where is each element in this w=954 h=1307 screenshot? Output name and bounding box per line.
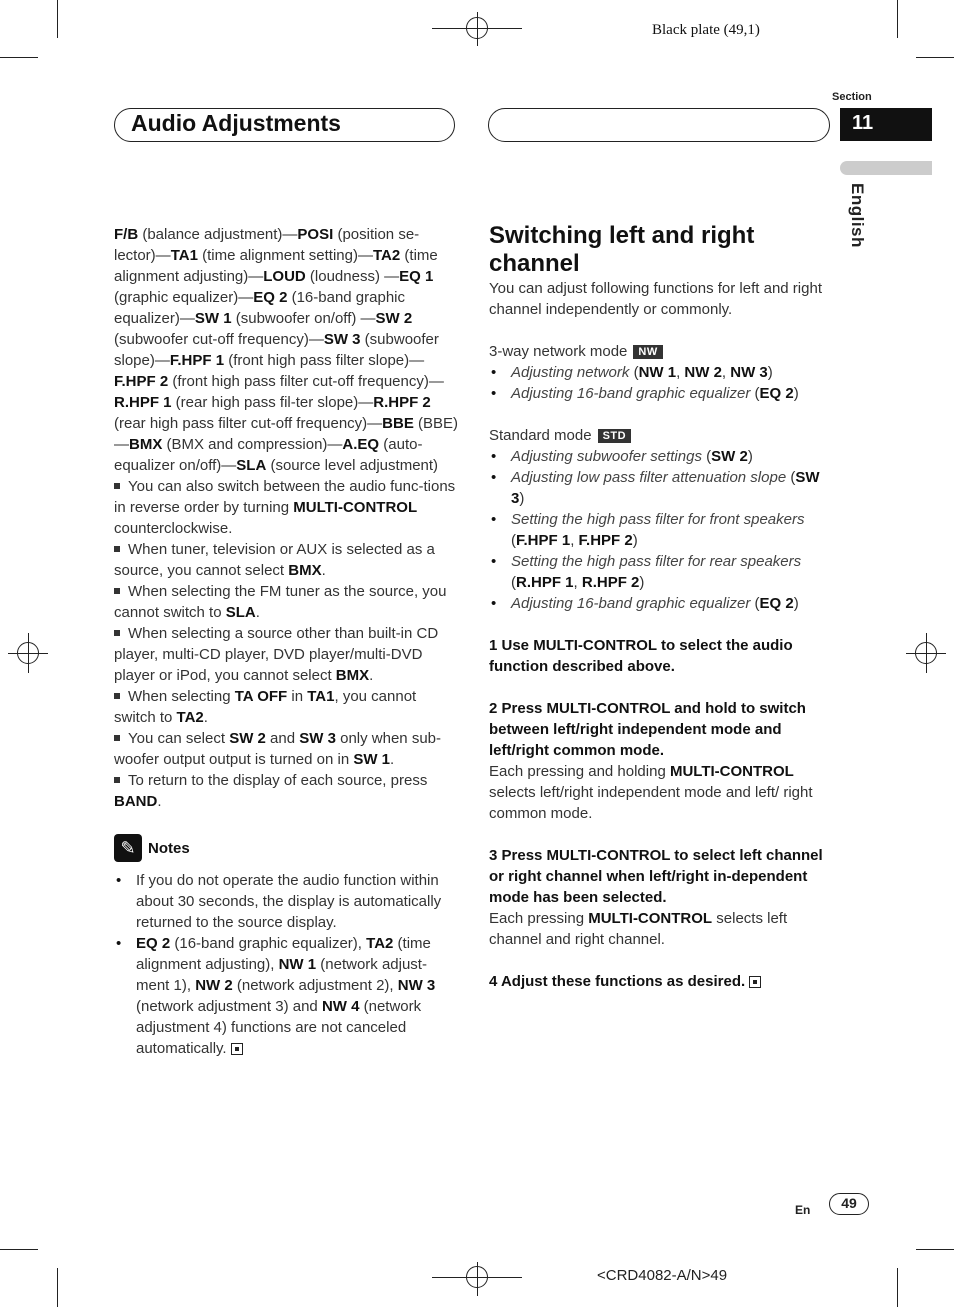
step-title: 1 Use MULTI-CONTROL to select the audio function described above. — [489, 637, 793, 675]
section-number: 11 — [840, 108, 932, 141]
step-body: Each pressing MULTI-CONTROL selects left channel and right channel. — [489, 910, 788, 948]
tip-item: When selecting the FM tuner as the source, you cannot switch to SLA. — [114, 583, 447, 621]
square-bullet-icon — [114, 630, 120, 636]
tip-item: When selecting a source other than built-in CD player, multi-CD player, DVD player/multi-DVD player or iPod, you cannot select BMX. — [114, 625, 439, 684]
plate-label: Black plate (49,1) — [652, 22, 760, 38]
network-mode-label: 3-way network mode NW — [489, 341, 834, 362]
square-bullet-icon — [114, 483, 120, 489]
steps-list — [489, 614, 834, 992]
crop-mark — [916, 57, 954, 58]
document-code: <CRD4082-A/N>49 — [597, 1267, 728, 1284]
function-item: • Adjusting 16-band graphic equalizer (EQ 2) — [489, 383, 834, 404]
language-code: En — [795, 1203, 811, 1217]
step-title: 3 Press MULTI-CONTROL to select left channel or right channel when left/right in-dependent mode has been selected. — [489, 847, 823, 906]
registration-circle — [915, 642, 937, 664]
crop-mark — [0, 57, 38, 58]
right-column — [489, 222, 834, 992]
function-item: • Adjusting subwoofer settings (SW 2) — [489, 446, 834, 467]
language-tab-bar — [840, 161, 932, 175]
tip-item: You can select SW 2 and SW 3 only when sub-woofer output output is turned on in SW 1. — [114, 730, 441, 768]
std-badge-icon: STD — [598, 429, 632, 443]
crop-mark — [897, 1268, 898, 1307]
tip-item: To return to the display of each source, press BAND. — [114, 772, 428, 810]
intro-text: You can adjust following functions for left and right channel independently or commonly. — [489, 280, 822, 318]
standard-mode-list — [489, 446, 834, 614]
tip-item: When selecting TA OFF in TA1, you cannot switch to TA2. — [114, 688, 417, 726]
square-bullet-icon — [114, 693, 120, 699]
tips-list — [114, 476, 459, 812]
page-number: 49 — [829, 1193, 869, 1215]
tip-item: You can also switch between the audio func-tions in reverse order by turning MULTI-CONTROL counterclockwise. — [114, 478, 456, 537]
language-label: English — [848, 183, 867, 248]
header-empty-frame — [488, 108, 830, 142]
square-bullet-icon — [114, 546, 120, 552]
step-body: Each pressing and holding MULTI-CONTROL selects left/right independent mode and left/ right common mode. — [489, 763, 813, 822]
tip-item: When tuner, television or AUX is selected as a source, you cannot select BMX. — [114, 541, 435, 579]
note-item: • If you do not operate the audio function within about 30 seconds, the display is automatically returned to the source display. — [114, 870, 459, 933]
notes-list — [114, 870, 459, 1059]
standard-mode-label: Standard mode STD — [489, 425, 834, 446]
step-title: 2 Press MULTI-CONTROL and hold to switch between left/right independent mode and left/right common mode. — [489, 700, 806, 759]
end-mark-icon — [749, 976, 761, 988]
square-bullet-icon — [114, 777, 120, 783]
crop-mark — [57, 1268, 58, 1307]
pencil-icon: ✎ — [114, 834, 142, 862]
end-mark-icon — [231, 1043, 243, 1055]
section-label: Section — [832, 91, 872, 103]
notes-title: Notes — [148, 839, 190, 857]
nw-badge-icon: NW — [633, 345, 662, 359]
crop-mark — [897, 0, 898, 38]
section-heading: Switching left and right channel — [489, 222, 755, 277]
crop-mark — [916, 1249, 954, 1250]
step-title: 4 Adjust these functions as desired. — [489, 971, 834, 992]
network-mode-list — [489, 362, 834, 404]
square-bullet-icon — [114, 588, 120, 594]
page-title: Audio Adjustments — [131, 110, 341, 136]
function-item: • Setting the high pass filter for front speakers (F.HPF 1, F.HPF 2) — [489, 509, 834, 551]
function-sequence: F/B (balance adjustment)—POSI (position se-lector)—TA1 (time alignment setting)—TA2 (time alignment adjusting)—LOUD (loudness) —EQ 1 (graphic equalizer)—EQ 2 (16-band graphic equalizer)—SW 1 (subwoofer on/off) —SW 2 (subwoofer cut-off frequency)—SW 3 (subwoofer slope)—F.HPF 1 (front high pass filter slope)—F.HPF 2 (front high pass filter cut-off frequency)—R.HPF 1 (rear high pass fil-ter slope)—R.HPF 2 (rear high pass filter cut-off frequency)—BBE (BBE)—BMX (BMX and compression)—A.EQ (auto-equalizer on/off)—SLA (source level adjustment) — [114, 226, 459, 474]
function-item: • Adjusting low pass filter attenuation slope (SW 3) — [489, 467, 834, 509]
registration-circle — [17, 642, 39, 664]
function-item: • Adjusting network (NW 1, NW 2, NW 3) — [489, 362, 834, 383]
function-item: • Setting the high pass filter for rear speakers (R.HPF 1, R.HPF 2) — [489, 551, 834, 593]
note-item: • EQ 2 (16-band graphic equalizer), TA2 (time alignment adjusting), NW 1 (network adjust-ment 1), NW 2 (network adjustment 2), NW 3 (network adjustment 3) and NW 4 (network adjustment 4) functions are not canceled automatically. — [114, 933, 459, 1059]
crop-mark — [57, 0, 58, 38]
registration-circle — [466, 17, 488, 39]
notes-header — [114, 834, 459, 862]
left-column — [114, 224, 459, 1059]
square-bullet-icon — [114, 735, 120, 741]
crop-mark — [0, 1249, 38, 1250]
function-item: • Adjusting 16-band graphic equalizer (EQ 2) — [489, 593, 834, 614]
registration-circle — [466, 1266, 488, 1288]
